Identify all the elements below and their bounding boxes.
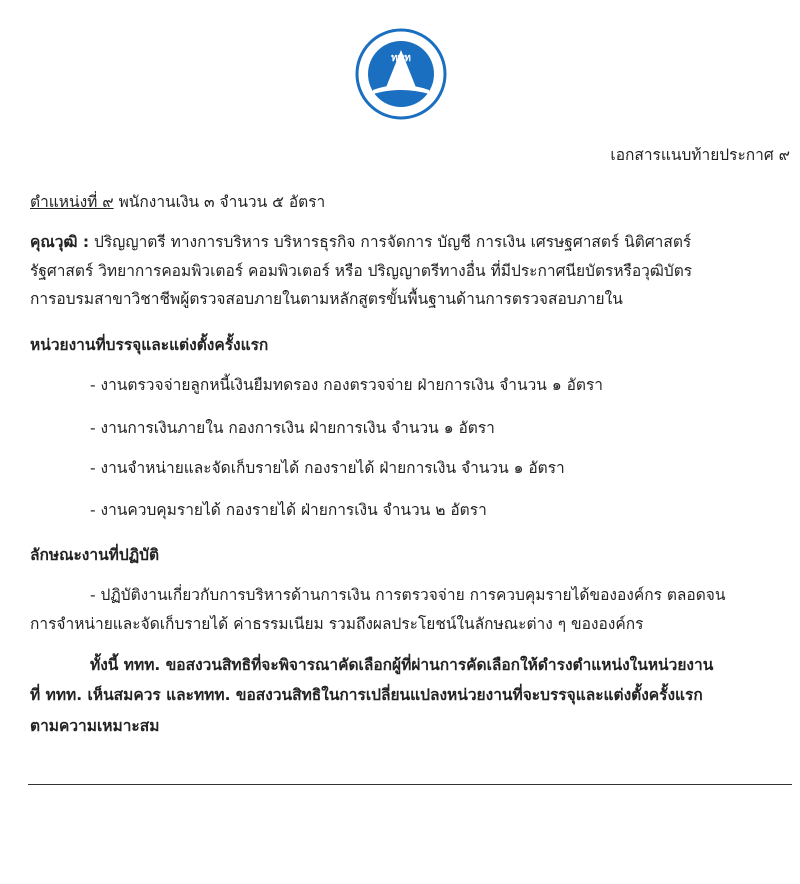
duties-heading: ลักษณะงานที่ปฏิบัติ	[30, 546, 160, 564]
qualification-text: ปริญญาตรี ทางการบริหาร บริหารธุรกิจ การจัดการ บัญชี การเงิน เศรษฐศาสตร์ นิติศาสตร์	[94, 233, 692, 251]
unit-item: - งานการเงินภายใน กองการเงิน ฝ่ายการเงิน จำนวน ๑ อัตรา	[90, 419, 495, 437]
qualification-line-3: การอบรมสาขาวิชาชีพผู้ตรวจสอบภายในตามหลักสูตรขั้นพื้นฐานด้านการตรวจสอบภายใน	[30, 290, 623, 308]
units-heading: หน่วยงานที่บรรจุและแต่งตั้งครั้งแรก	[30, 336, 269, 354]
position-title: พนักงานเงิน ๓ จำนวน ๕ อัตรา	[118, 193, 326, 211]
qualification-line-1	[30, 232, 691, 252]
closing-line-2: ที่ ททท. เห็นสมควร และททท. ขอสงวนสิทธิในการเปลี่ยนแปลงหน่วยงานที่จะบรรจุและแต่งตั้งครั้งแรก	[30, 686, 703, 704]
svg-text:ททท: ททท	[391, 53, 411, 64]
closing-line-3: ตามความเหมาะสม	[30, 717, 160, 735]
position-heading	[30, 192, 325, 212]
annex-label: เอกสารแนบท้ายประกาศ ๙	[610, 146, 790, 164]
tat-logo	[355, 28, 447, 120]
unit-item: - งานจำหน่ายและจัดเก็บรายได้ กองรายได้ ฝ่ายการเงิน จำนวน ๑ อัตรา	[90, 459, 565, 477]
position-label: ตำแหน่งที่ ๙	[30, 193, 114, 211]
horizontal-rule	[28, 784, 792, 785]
qualification-label: คุณวุฒิ :	[30, 233, 90, 251]
qualification-line-2: รัฐศาสตร์ วิทยาการคอมพิวเตอร์ คอมพิวเตอร์ หรือ ปริญญาตรีทางอื่น ที่มีประกาศนียบัตรหรือวุฒิบัตร	[30, 262, 693, 280]
unit-item: - งานควบคุมรายได้ กองรายได้ ฝ่ายการเงิน จำนวน ๒ อัตรา	[90, 501, 487, 519]
closing-line-1: ทั้งนี้ ททท. ขอสงวนสิทธิที่จะพิจารณาคัดเลือกผู้ที่ผ่านการคัดเลือกให้ดำรงตำแหน่งในหน่วยงาน	[90, 656, 714, 674]
duties-line-1: - ปฏิบัติงานเกี่ยวกับการบริหารด้านการเงิน การตรวจจ่าย การควบคุมรายได้ขององค์กร ตลอดจน	[90, 586, 726, 604]
duties-line-2: การจำหน่ายและจัดเก็บรายได้ ค่าธรรมเนียม รวมถึงผลประโยชน์ในลักษณะต่าง ๆ ขององค์กร	[30, 615, 644, 633]
unit-item: - งานตรวจจ่ายลูกหนี้เงินยืมทดรอง กองตรวจจ่าย ฝ่ายการเงิน จำนวน ๑ อัตรา	[90, 376, 603, 394]
